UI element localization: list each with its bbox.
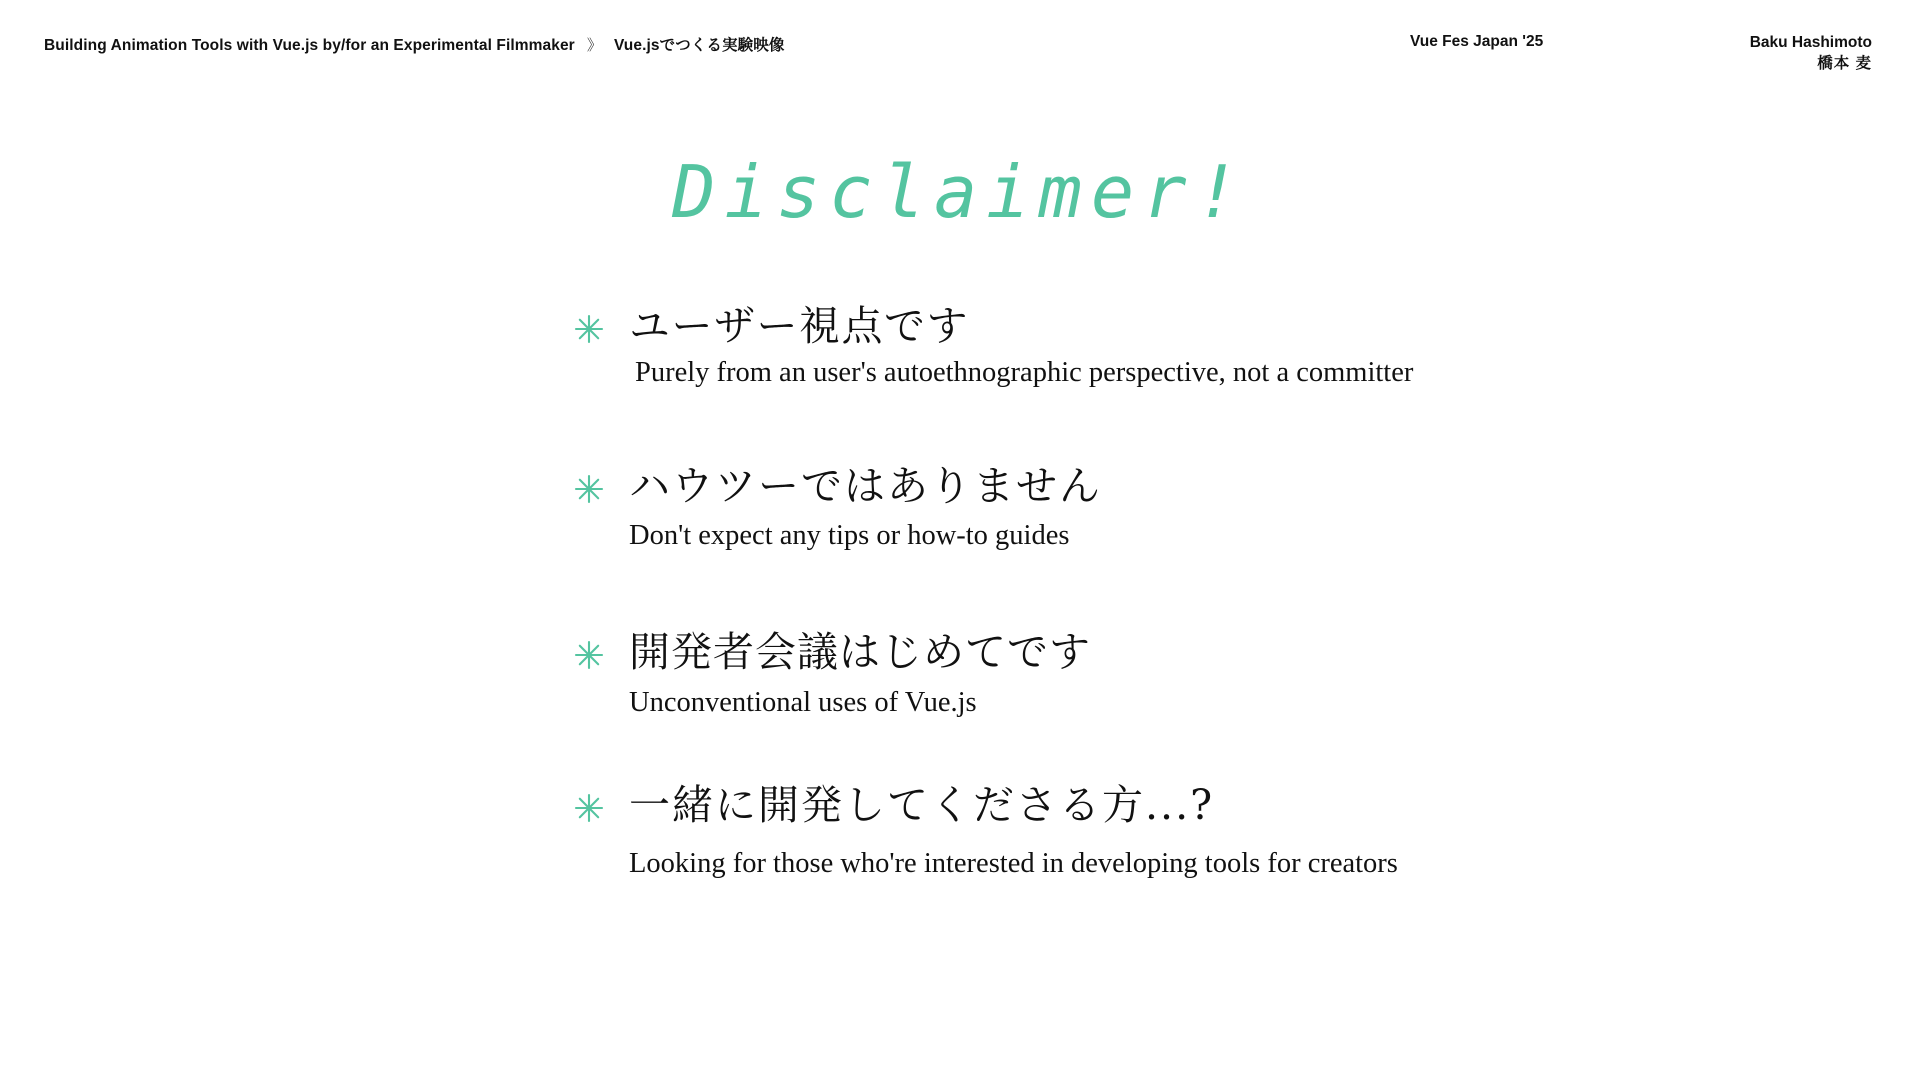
slide-header xyxy=(0,0,1920,90)
header-event-name: Vue Fes Japan '25 xyxy=(1410,33,1544,50)
list-item-heading: 一緒に開発してくださる方...? xyxy=(629,780,1215,829)
list-item xyxy=(565,460,1815,555)
header-title-group xyxy=(44,33,784,55)
asterisk-icon xyxy=(574,793,604,823)
header-author-jp: 橋本 麦 xyxy=(1817,54,1872,72)
header-title-en: Building Animation Tools with Vue.js by/for an Experimental Filmmaker xyxy=(44,37,575,54)
list-item-heading: ユーザー視点です xyxy=(629,302,969,350)
list-item xyxy=(565,626,1815,721)
asterisk-icon xyxy=(574,640,604,670)
asterisk-icon xyxy=(574,314,604,344)
list-item xyxy=(565,779,1815,883)
list-item-heading: ハウツーではありません xyxy=(629,461,1102,510)
list-item-subtext: Looking for those who're interested in developing tools for creators xyxy=(629,848,1398,880)
header-author xyxy=(1750,33,1872,75)
list-item-heading: 開発者会議はじめてです xyxy=(629,628,1091,677)
header-author-en: Baku Hashimoto xyxy=(1749,34,1872,51)
list-item-subtext: Don't expect any tips or how-to guides xyxy=(629,519,1070,551)
list-item-subtext: Purely from an user's autoethnographic perspective, not a committer xyxy=(635,357,1414,389)
list-item xyxy=(565,300,1815,392)
asterisk-icon xyxy=(574,474,604,504)
points-list xyxy=(565,300,1815,882)
header-separator-icon: 》 xyxy=(586,37,602,54)
list-item-subtext: Unconventional uses of Vue.js xyxy=(629,686,977,718)
page-title: Disclaimer! xyxy=(672,150,1248,234)
header-title-jp: Vue.jsでつくる実験映像 xyxy=(613,37,785,54)
